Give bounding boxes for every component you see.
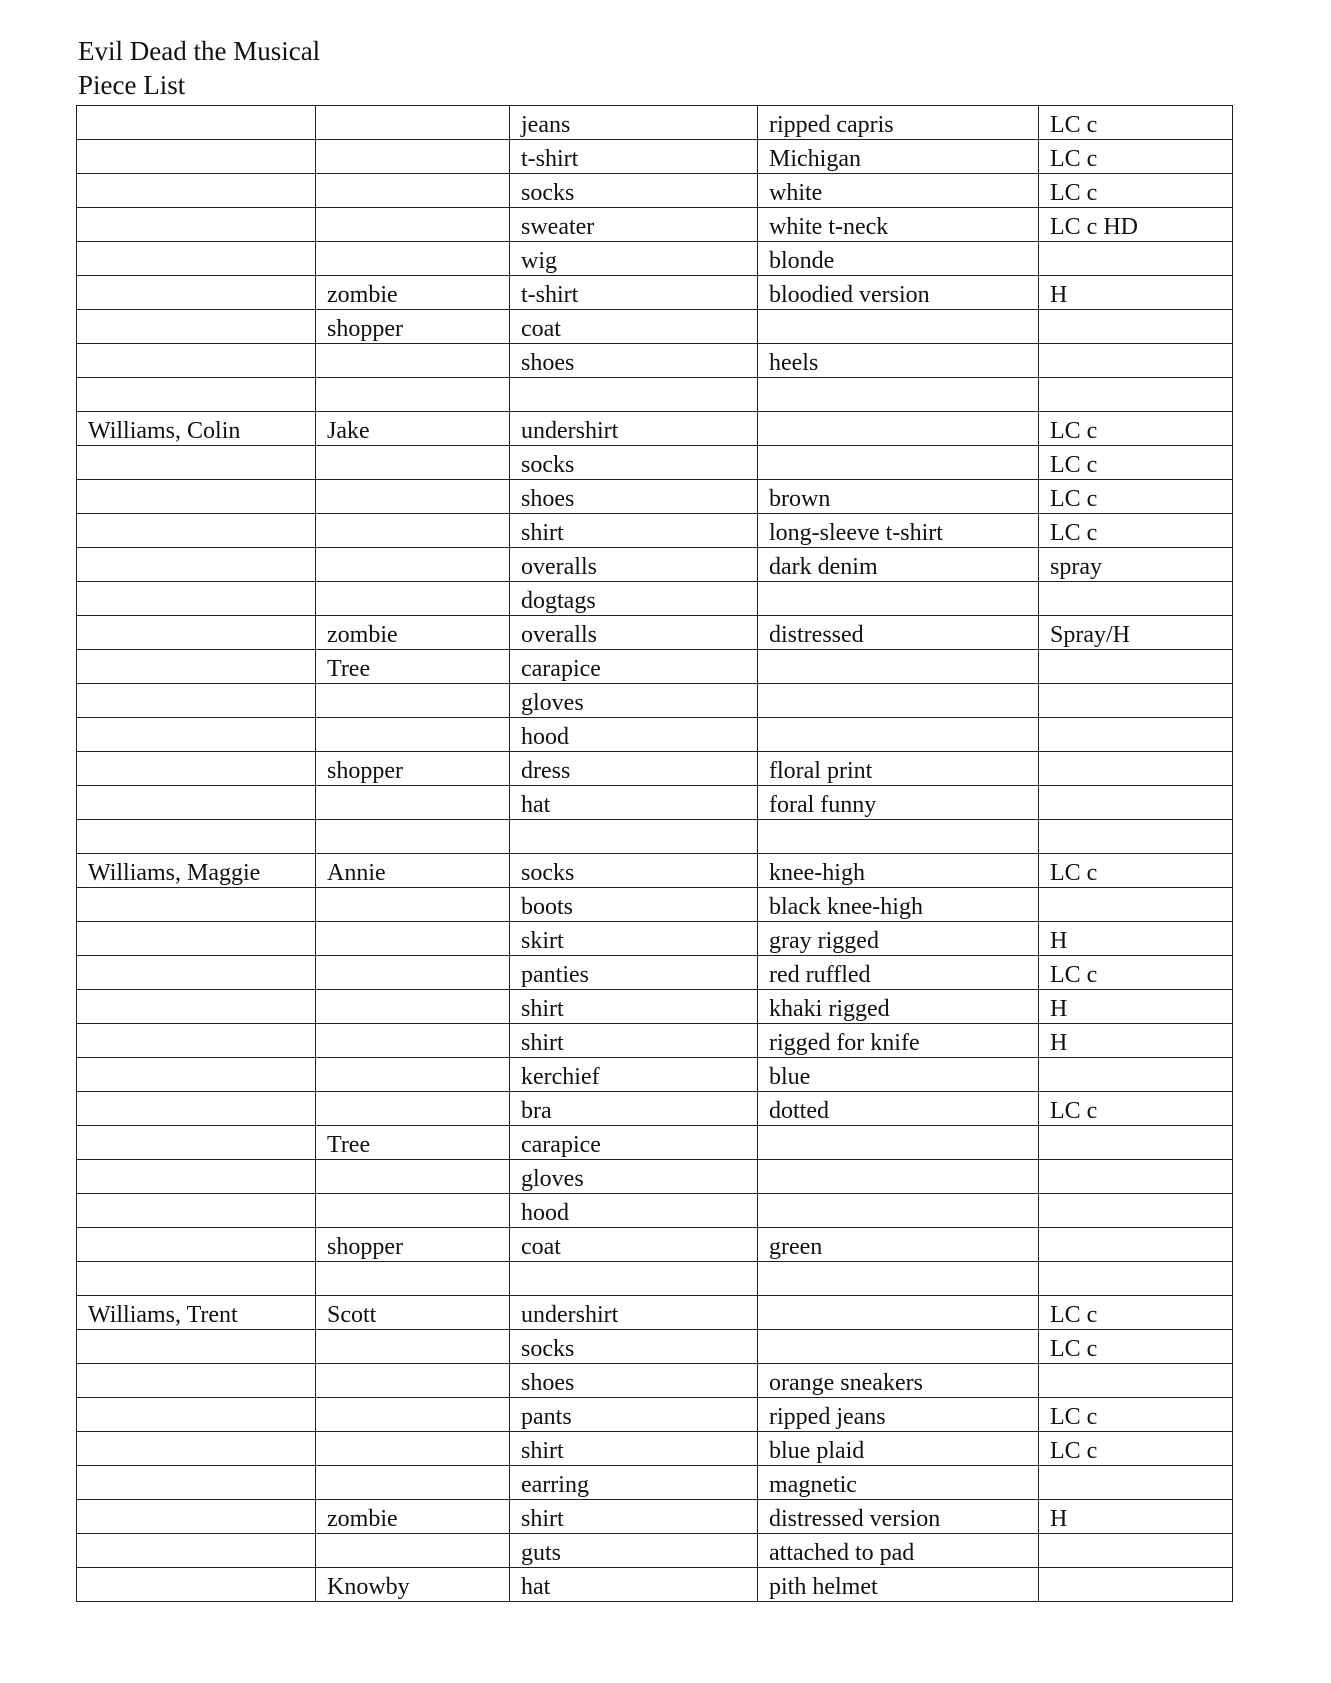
table-row (77, 378, 1233, 412)
role-cell: Tree (316, 650, 510, 684)
role-cell (316, 344, 510, 378)
actor-cell (77, 1534, 316, 1568)
actor-cell (77, 1466, 316, 1500)
actor-cell: Williams, Trent (77, 1296, 316, 1330)
note-cell (1039, 752, 1233, 786)
table-row (77, 616, 1233, 650)
role-cell (316, 106, 510, 140)
note-cell: H (1039, 1500, 1233, 1534)
description-cell: blonde (758, 242, 1039, 276)
table-row (77, 888, 1233, 922)
piece-cell: dogtags (510, 582, 758, 616)
table-row (77, 990, 1233, 1024)
actor-cell (77, 446, 316, 480)
table-row (77, 310, 1233, 344)
description-cell (758, 378, 1039, 412)
role-cell (316, 1364, 510, 1398)
table-row (77, 1432, 1233, 1466)
description-cell: foral funny (758, 786, 1039, 820)
piece-cell: wig (510, 242, 758, 276)
description-cell: green (758, 1228, 1039, 1262)
description-cell (758, 1262, 1039, 1296)
description-cell (758, 820, 1039, 854)
role-cell (316, 1194, 510, 1228)
note-cell (1039, 242, 1233, 276)
note-cell (1039, 1194, 1233, 1228)
note-cell (1039, 1568, 1233, 1602)
note-cell: LC c (1039, 1092, 1233, 1126)
piece-cell: gloves (510, 1160, 758, 1194)
table-row (77, 412, 1233, 446)
table-row (77, 752, 1233, 786)
note-cell (1039, 718, 1233, 752)
actor-cell (77, 174, 316, 208)
piece-cell: bra (510, 1092, 758, 1126)
description-cell: magnetic (758, 1466, 1039, 1500)
description-cell: brown (758, 480, 1039, 514)
note-cell: LC c (1039, 412, 1233, 446)
actor-cell: Williams, Colin (77, 412, 316, 446)
role-cell (316, 922, 510, 956)
actor-cell (77, 888, 316, 922)
actor-cell (77, 140, 316, 174)
table-row (77, 854, 1233, 888)
actor-cell (77, 1432, 316, 1466)
piece-cell: guts (510, 1534, 758, 1568)
note-cell: LC c (1039, 854, 1233, 888)
description-cell (758, 1296, 1039, 1330)
piece-cell (510, 1262, 758, 1296)
note-cell: LC c (1039, 1330, 1233, 1364)
note-cell (1039, 1262, 1233, 1296)
actor-cell (77, 684, 316, 718)
actor-cell (77, 786, 316, 820)
piece-cell: kerchief (510, 1058, 758, 1092)
note-cell: H (1039, 276, 1233, 310)
piece-cell: socks (510, 174, 758, 208)
piece-cell: t-shirt (510, 140, 758, 174)
note-cell (1039, 820, 1233, 854)
note-cell (1039, 1364, 1233, 1398)
description-cell: dark denim (758, 548, 1039, 582)
actor-cell (77, 480, 316, 514)
note-cell: Spray/H (1039, 616, 1233, 650)
note-cell: LC c (1039, 106, 1233, 140)
document-header (78, 34, 320, 102)
note-cell (1039, 1534, 1233, 1568)
actor-cell (77, 310, 316, 344)
description-cell (758, 684, 1039, 718)
description-cell: gray rigged (758, 922, 1039, 956)
role-cell (316, 1466, 510, 1500)
actor-cell (77, 548, 316, 582)
note-cell: H (1039, 922, 1233, 956)
piece-cell: undershirt (510, 1296, 758, 1330)
table-row (77, 1228, 1233, 1262)
role-cell (316, 582, 510, 616)
role-cell (316, 1534, 510, 1568)
table-row (77, 922, 1233, 956)
table-row (77, 1092, 1233, 1126)
note-cell (1039, 1058, 1233, 1092)
description-cell: orange sneakers (758, 1364, 1039, 1398)
role-cell (316, 718, 510, 752)
actor-cell (77, 242, 316, 276)
table-row (77, 718, 1233, 752)
description-cell: dotted (758, 1092, 1039, 1126)
actor-cell (77, 1058, 316, 1092)
role-cell (316, 242, 510, 276)
actor-cell (77, 752, 316, 786)
description-cell: knee-high (758, 854, 1039, 888)
description-cell: blue (758, 1058, 1039, 1092)
piece-cell: t-shirt (510, 276, 758, 310)
description-cell: black knee-high (758, 888, 1039, 922)
actor-cell (77, 922, 316, 956)
piece-cell (510, 378, 758, 412)
table-row (77, 650, 1233, 684)
piece-cell (510, 820, 758, 854)
piece-cell: shoes (510, 480, 758, 514)
actor-cell (77, 1568, 316, 1602)
table-row (77, 1058, 1233, 1092)
piece-cell: pants (510, 1398, 758, 1432)
role-cell: Annie (316, 854, 510, 888)
description-cell: white (758, 174, 1039, 208)
description-cell (758, 1160, 1039, 1194)
description-cell: ripped jeans (758, 1398, 1039, 1432)
table-row (77, 480, 1233, 514)
actor-cell (77, 1228, 316, 1262)
description-cell: attached to pad (758, 1534, 1039, 1568)
role-cell (316, 820, 510, 854)
piece-cell: dress (510, 752, 758, 786)
role-cell (316, 480, 510, 514)
piece-cell: shirt (510, 1024, 758, 1058)
note-cell: LC c (1039, 1398, 1233, 1432)
table-row (77, 1160, 1233, 1194)
description-cell: distressed (758, 616, 1039, 650)
piece-cell: shirt (510, 990, 758, 1024)
note-cell (1039, 582, 1233, 616)
role-cell (316, 1432, 510, 1466)
note-cell (1039, 378, 1233, 412)
piece-cell: boots (510, 888, 758, 922)
table-row (77, 582, 1233, 616)
role-cell (316, 378, 510, 412)
actor-cell (77, 514, 316, 548)
piece-cell: carapice (510, 1126, 758, 1160)
actor-cell: Williams, Maggie (77, 854, 316, 888)
actor-cell (77, 1262, 316, 1296)
table-row (77, 1398, 1233, 1432)
role-cell: Scott (316, 1296, 510, 1330)
piece-cell: skirt (510, 922, 758, 956)
description-cell (758, 718, 1039, 752)
table-row (77, 208, 1233, 242)
role-cell (316, 514, 510, 548)
description-cell (758, 650, 1039, 684)
piece-cell: hood (510, 718, 758, 752)
actor-cell (77, 820, 316, 854)
piece-cell: gloves (510, 684, 758, 718)
actor-cell (77, 990, 316, 1024)
actor-cell (77, 616, 316, 650)
table-row (77, 956, 1233, 990)
table-row (77, 1500, 1233, 1534)
table-row (77, 1126, 1233, 1160)
description-cell (758, 310, 1039, 344)
description-cell: white t-neck (758, 208, 1039, 242)
actor-cell (77, 1194, 316, 1228)
role-cell (316, 1262, 510, 1296)
actor-cell (77, 650, 316, 684)
description-cell (758, 1330, 1039, 1364)
actor-cell (77, 1500, 316, 1534)
table-row (77, 242, 1233, 276)
note-cell (1039, 650, 1233, 684)
note-cell: H (1039, 990, 1233, 1024)
table-row (77, 276, 1233, 310)
note-cell (1039, 888, 1233, 922)
table-row (77, 1194, 1233, 1228)
description-cell (758, 582, 1039, 616)
piece-cell: hood (510, 1194, 758, 1228)
description-cell: pith helmet (758, 1568, 1039, 1602)
table-row (77, 1024, 1233, 1058)
role-cell (316, 174, 510, 208)
note-cell: LC c (1039, 174, 1233, 208)
role-cell: Tree (316, 1126, 510, 1160)
description-cell: floral print (758, 752, 1039, 786)
role-cell: shopper (316, 1228, 510, 1262)
piece-cell: shoes (510, 344, 758, 378)
note-cell: LC c (1039, 514, 1233, 548)
table-row (77, 1364, 1233, 1398)
note-cell: spray (1039, 548, 1233, 582)
role-cell: zombie (316, 276, 510, 310)
piece-cell: overalls (510, 616, 758, 650)
table-row (77, 1330, 1233, 1364)
piece-cell: shirt (510, 1500, 758, 1534)
description-cell: long-sleeve t-shirt (758, 514, 1039, 548)
note-cell: H (1039, 1024, 1233, 1058)
actor-cell (77, 106, 316, 140)
role-cell (316, 990, 510, 1024)
role-cell (316, 1024, 510, 1058)
piece-cell: hat (510, 786, 758, 820)
piece-cell: hat (510, 1568, 758, 1602)
actor-cell (77, 1160, 316, 1194)
piece-cell: socks (510, 446, 758, 480)
role-cell (316, 1160, 510, 1194)
piece-list-body (77, 106, 1233, 1602)
table-row (77, 1262, 1233, 1296)
role-cell: zombie (316, 616, 510, 650)
actor-cell (77, 208, 316, 242)
role-cell (316, 140, 510, 174)
piece-cell: panties (510, 956, 758, 990)
role-cell (316, 1058, 510, 1092)
table-row (77, 548, 1233, 582)
note-cell: LC c (1039, 446, 1233, 480)
role-cell (316, 548, 510, 582)
note-cell (1039, 684, 1233, 718)
actor-cell (77, 718, 316, 752)
description-cell (758, 1126, 1039, 1160)
table-row (77, 446, 1233, 480)
piece-cell: coat (510, 310, 758, 344)
role-cell (316, 208, 510, 242)
piece-cell: socks (510, 1330, 758, 1364)
role-cell (316, 684, 510, 718)
table-row (77, 174, 1233, 208)
role-cell (316, 1092, 510, 1126)
table-row (77, 1568, 1233, 1602)
note-cell (1039, 310, 1233, 344)
piece-cell: carapice (510, 650, 758, 684)
table-row (77, 140, 1233, 174)
table-row (77, 1534, 1233, 1568)
description-cell: distressed version (758, 1500, 1039, 1534)
role-cell (316, 956, 510, 990)
description-cell: ripped capris (758, 106, 1039, 140)
role-cell (316, 888, 510, 922)
role-cell (316, 446, 510, 480)
actor-cell (77, 1364, 316, 1398)
role-cell (316, 1398, 510, 1432)
role-cell: shopper (316, 310, 510, 344)
actor-cell (77, 1330, 316, 1364)
role-cell: Knowby (316, 1568, 510, 1602)
table-row (77, 514, 1233, 548)
description-cell: khaki rigged (758, 990, 1039, 1024)
role-cell (316, 1330, 510, 1364)
note-cell: LC c (1039, 1296, 1233, 1330)
description-cell: Michigan (758, 140, 1039, 174)
actor-cell (77, 1126, 316, 1160)
piece-list-table (76, 105, 1233, 1602)
note-cell: LC c (1039, 480, 1233, 514)
description-cell (758, 1194, 1039, 1228)
table-row (77, 1296, 1233, 1330)
description-cell: heels (758, 344, 1039, 378)
piece-cell: undershirt (510, 412, 758, 446)
document-title: Evil Dead the Musical (78, 36, 321, 66)
table-row (77, 344, 1233, 378)
description-cell: blue plaid (758, 1432, 1039, 1466)
piece-cell: sweater (510, 208, 758, 242)
piece-cell: socks (510, 854, 758, 888)
note-cell: LC c (1039, 956, 1233, 990)
actor-cell (77, 1024, 316, 1058)
note-cell: LC c (1039, 140, 1233, 174)
note-cell: LC c HD (1039, 208, 1233, 242)
description-cell (758, 446, 1039, 480)
table-row (77, 1466, 1233, 1500)
actor-cell (77, 344, 316, 378)
piece-cell: shirt (510, 514, 758, 548)
piece-cell: overalls (510, 548, 758, 582)
description-cell: bloodied version (758, 276, 1039, 310)
note-cell (1039, 344, 1233, 378)
piece-cell: shirt (510, 1432, 758, 1466)
actor-cell (77, 956, 316, 990)
piece-cell: earring (510, 1466, 758, 1500)
actor-cell (77, 1398, 316, 1432)
note-cell (1039, 1160, 1233, 1194)
note-cell (1039, 786, 1233, 820)
description-cell: rigged for knife (758, 1024, 1039, 1058)
actor-cell (77, 276, 316, 310)
table-row (77, 786, 1233, 820)
document-subtitle: Piece List (78, 70, 186, 100)
table-row (77, 684, 1233, 718)
actor-cell (77, 582, 316, 616)
table-row (77, 106, 1233, 140)
actor-cell (77, 1092, 316, 1126)
role-cell: Jake (316, 412, 510, 446)
piece-cell: coat (510, 1228, 758, 1262)
piece-cell: shoes (510, 1364, 758, 1398)
note-cell (1039, 1126, 1233, 1160)
description-cell (758, 412, 1039, 446)
role-cell (316, 786, 510, 820)
table-row (77, 820, 1233, 854)
role-cell: zombie (316, 1500, 510, 1534)
actor-cell (77, 378, 316, 412)
role-cell: shopper (316, 752, 510, 786)
description-cell: red ruffled (758, 956, 1039, 990)
note-cell: LC c (1039, 1432, 1233, 1466)
note-cell (1039, 1228, 1233, 1262)
piece-cell: jeans (510, 106, 758, 140)
note-cell (1039, 1466, 1233, 1500)
